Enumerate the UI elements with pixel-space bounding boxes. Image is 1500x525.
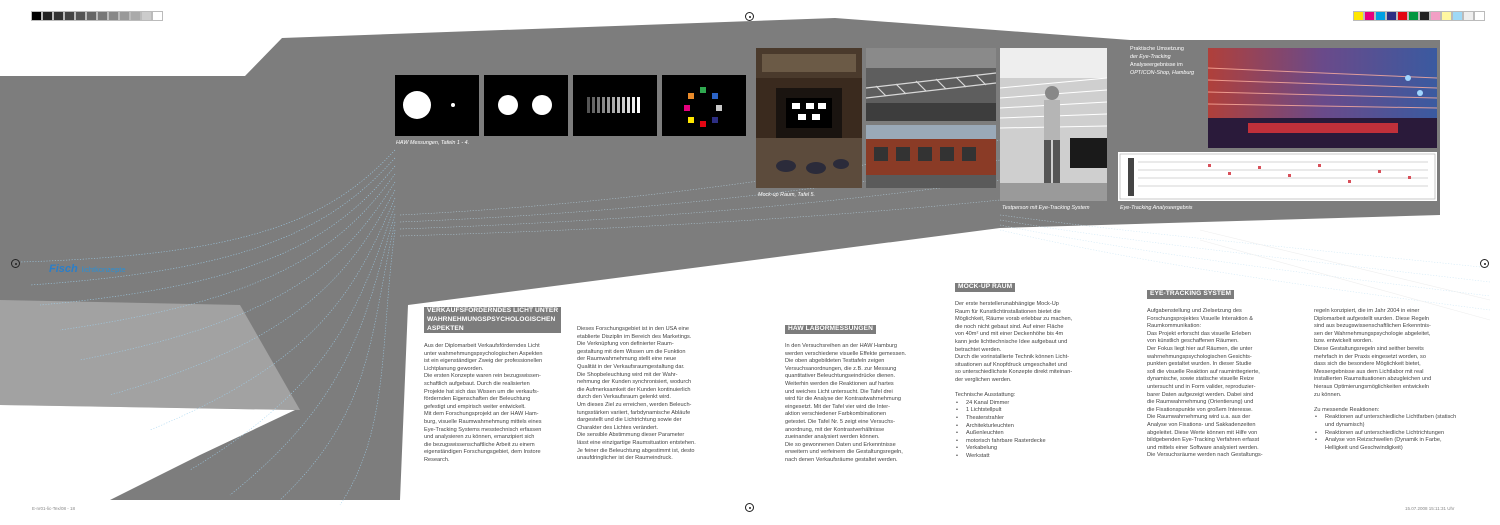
- brick-building-photo: [866, 125, 996, 188]
- text-line: aktion verschiedener Farbkombinationen: [785, 411, 887, 418]
- text-line: Um dieses Ziel zu erreichen, werden Beleuch-: [577, 401, 692, 408]
- text-line: wird für die Analyse der Kontrastwahrnehmung: [785, 396, 901, 403]
- text-line: ist ein eigenständiger Zweig der professionellen: [424, 358, 543, 365]
- text-line: werden verschiedene visuelle Effekte gemessen.: [785, 350, 907, 357]
- text-line: quantitativer Beleuchtungseindrücke dienen.: [785, 373, 896, 380]
- text-line: so unterschiedlichste Konzepte direkt miteinan-: [955, 369, 1073, 376]
- text-line: eigenständigen Forschungsgebiet, dem Instore: [424, 449, 541, 456]
- text-line: von künstlich geschaffenen Räumen.: [1147, 338, 1239, 345]
- text-column-6-body: [1314, 308, 1464, 414]
- test-panel-3: [573, 75, 657, 136]
- color-bar: [1353, 11, 1485, 21]
- text-line: Raumkommunikation:: [1147, 323, 1202, 330]
- text-line: bildgebenden Eye-Tracking Verfahren erfasst: [1147, 437, 1260, 444]
- text-line: situationen auf Knopfdruck umgeschaltet und: [955, 361, 1067, 368]
- text-line: Mit dem Forschungsprojekt an der HAW Ham-: [424, 411, 539, 418]
- text-line: wahrnehmungspsychologischen Gesichts-: [1147, 353, 1252, 360]
- section-title-intro: [424, 307, 561, 333]
- brand-logo-text: Fisch: [49, 263, 78, 275]
- text-line: burg, visuelle Raumwahrnehmung mittels eines: [424, 418, 542, 425]
- registration-mark-left: [11, 259, 20, 268]
- text-line: gestaltung mit dem Wissen um die Funktion: [577, 348, 686, 355]
- test-panel-4: [662, 75, 746, 136]
- section-title-intro-line1: VERKAUFSFÖRDERNDES LICHT UNTER: [427, 307, 559, 314]
- text-line: hieraus Optimierungsmöglichkeiten entwickeln: [1314, 383, 1430, 390]
- caption-opticon-line2: der Eye-Tracking: [1130, 54, 1171, 60]
- text-column-6: [1314, 308, 1464, 452]
- text-line: Forschungsprojektes Visuelle Interaktion &: [1147, 315, 1253, 322]
- text-line: Die Verknüpfung von definierter Raum-: [577, 341, 674, 348]
- section-title-labor: HAW LABORMESSUNGEN: [785, 325, 876, 334]
- caption-analyse: Eye-Tracking Analyseergebnis: [1120, 205, 1193, 211]
- text-line: mehrfach in der Praxis eingesetzt worden, so: [1314, 353, 1426, 360]
- text-line: Lichtplanung geworden.: [424, 365, 484, 372]
- text-line: [955, 385, 1105, 393]
- grayscale-bar: [31, 11, 163, 21]
- text-line: Je feiner die Beleuchtung abgestimmt ist, desto: [577, 447, 695, 454]
- text-line: getestet. Die Tafel Nr. 5 zeigt eine Versuchs-: [785, 418, 895, 425]
- text-line: von 40m² und mit einer Deckenhöhe bis 4m: [955, 331, 1064, 338]
- text-line: eingesetzt. Mit der Tafel vier wird die Inter-: [785, 403, 890, 410]
- text-line: Versuchsanordnungen, die z.B. zur Messung: [785, 365, 897, 372]
- text-line: Qualität in der Verkaufsraumgestaltung dar.: [577, 363, 685, 370]
- text-column-2: [577, 326, 727, 463]
- text-line: dynamische, sowie statische visuelle Reize: [1147, 376, 1254, 383]
- text-line: zu können.: [1314, 391, 1342, 398]
- text-line: Analyse von Fixations- und Sakkadenzeiten: [1147, 421, 1256, 428]
- text-line: unaufdringlicher ist der Raumeindruck.: [577, 455, 673, 462]
- text-line: Möglichkeit, Räume vorab erlebbar zu machen,: [955, 316, 1073, 323]
- text-line: fördernden Eigenschaften der Beleuchtung: [424, 396, 531, 403]
- footer-right: 15.07.2008 15:11:31 Uhr: [1405, 506, 1455, 511]
- text-line: und analysieren zu können, emanzipiert sich: [424, 434, 535, 441]
- text-line: Raum für Kunstlichtinstallationen bietet die: [955, 308, 1061, 315]
- text-line: installierten Raumsituationen abzugleichen und: [1314, 376, 1432, 383]
- brand-tagline: lichtkonzepte: [81, 265, 126, 274]
- text-line: In den Versuchsreihen an der HAW Hamburg: [785, 343, 898, 349]
- text-line: Dieses Forschungsgebiet ist in den USA eine: [577, 326, 689, 332]
- text-line: Diese Gestaltungsregeln sind seither bereits: [1314, 345, 1424, 352]
- text-line: punkten gestaltet wurden. In dieser Studie: [1147, 361, 1252, 368]
- eyetracking-analysis-image: [1118, 152, 1437, 201]
- caption-opticon: [1130, 45, 1194, 77]
- list-item: • Werkstatt: [955, 453, 1105, 461]
- text-line: die bezugswissenschaftliche Arbeit zu einem: [424, 441, 535, 448]
- registration-mark-top: [745, 12, 754, 21]
- registration-mark-bottom: [745, 503, 754, 512]
- text-line: Zu messende Reaktionen:: [1314, 406, 1380, 413]
- text-line: und weiches Licht untersucht. Die Tafel drei: [785, 388, 893, 395]
- text-line: Technische Ausstattung:: [955, 392, 1016, 399]
- footer-left: E-nr01-lic-Tex/08 - 18: [32, 506, 76, 511]
- text-column-1: [424, 343, 574, 465]
- mockup-room-photo: [756, 48, 862, 188]
- caption-opticon-line3: Analyseergebnisse im: [1130, 62, 1183, 68]
- section-title-intro-line2: WAHRNEHMUNGSPSYCHOLOGISCHEN: [427, 315, 556, 323]
- test-panel-1: [395, 75, 479, 136]
- list-item: • Reaktionen auf unterschiedliche Lichtrichtungen: [1314, 430, 1464, 438]
- text-line: Durch die vorinstallierte Technik können Licht-: [955, 354, 1070, 361]
- text-line: Projekte hat sich das Wissen um die verkaufs-: [424, 388, 539, 395]
- text-line: Die sensible Abstimmung dieser Parameter: [577, 432, 685, 439]
- list-item: • Außenleuchten: [955, 430, 1105, 438]
- text-line: barer Daten aufgezeigt werden. Dabei sind: [1147, 391, 1254, 398]
- text-line: Aus der Diplomarbeit Verkaufsförderndes Licht: [424, 343, 540, 349]
- text-line: Der erste herstellerunabhängige Mock-Up: [955, 301, 1059, 307]
- text-line: dass sich die besondere Möglichkeit bietet,: [1314, 361, 1421, 368]
- equipment-list: [955, 400, 1105, 461]
- text-line: Messergebnisse aus dem Lichtlabor mit real: [1314, 368, 1424, 375]
- list-item: • 24 Kanal Dimmer: [955, 400, 1105, 408]
- opticon-shop-photo: [1208, 48, 1437, 148]
- text-line: soll die visuelle Reaktion auf rauminttegrierte,: [1147, 368, 1260, 375]
- text-line: der Raumwahrnehmung stellt eine neue: [577, 356, 677, 363]
- test-panel-2: [484, 75, 568, 136]
- text-line: Eye-Tracking Systems messtechnisch erfassen: [424, 426, 542, 433]
- caption-opticon-line4: OPTICON-Shop, Hamburg: [1130, 70, 1195, 76]
- text-line: die noch nicht gebaut sind. Auf einer Fläche: [955, 323, 1064, 330]
- list-item: • Verkabelung: [955, 445, 1105, 453]
- text-line: Charakter des Lichtes verändert.: [577, 424, 659, 431]
- text-line: und mittels einer Software analysiert werden.: [1147, 444, 1259, 451]
- text-line: Die oben abgebildeten Testtafeln zeigen: [785, 358, 885, 365]
- text-line: bzw. entwickelt worden.: [1314, 338, 1373, 345]
- caption-tafeln: HAW Messungen, Tafeln 1 - 4.: [396, 140, 470, 146]
- text-line: lässt eine einzigartige Raumsituation entstehen.: [577, 439, 696, 446]
- text-column-5: [1147, 308, 1297, 460]
- text-line: die Raumwahrnehmung (Orientierung) und: [1147, 399, 1254, 406]
- list-item: • Architekturleuchten: [955, 423, 1105, 431]
- text-line: dargestellt und die Lichtrichtung sowie der: [577, 417, 682, 424]
- caption-testperson: Testperson mit Eye-Tracking System: [1002, 205, 1090, 211]
- text-line: Weiterhin werden die Reaktionen auf hartes: [785, 380, 894, 387]
- text-line: Die ersten Konzepte waren rein bezugswissen-: [424, 373, 541, 380]
- list-item: • Analyse von Reizschwellen (Dynamik in Farbe, Helligkeit und Geschwindigkeit): [1314, 437, 1464, 452]
- truss-ceiling-photo: [866, 48, 996, 121]
- text-line: anordnung, mit der Kontrastverhältnisse: [785, 426, 885, 433]
- section-title-mockup: MOCK-UP RAUM: [955, 283, 1015, 292]
- reactions-list: [1314, 414, 1464, 452]
- text-line: der verglichen werden.: [955, 376, 1012, 383]
- text-line: Die Raumwahrnehmung wird u.a. aus der: [1147, 414, 1251, 421]
- text-line: nehmung der Kunden synchronisiert, wodurch: [577, 379, 692, 386]
- text-line: Die so gewonnenen Daten und Erkenntnisse: [785, 441, 896, 448]
- text-column-4-body: [955, 301, 1105, 400]
- list-item: • 1 Lichtstellpult: [955, 407, 1105, 415]
- text-line: sen der Wahrnehmungspsychologie abgeleitet,: [1314, 330, 1431, 337]
- text-line: durch den Verkaufsraum gelenkt wird.: [577, 394, 671, 401]
- text-line: nach denen Verkaufsräume gestaltet werden.: [785, 456, 898, 463]
- text-column-3: [785, 343, 935, 465]
- text-line: etablierte Disziplin im Bereich des Marketings.: [577, 333, 692, 340]
- text-line: abgeleitet. Diese Werte können mit Hilfe von: [1147, 429, 1258, 436]
- text-line: schaftlich aufgebaut. Durch die realisierten: [424, 380, 530, 387]
- section-title-eyetracking: EYE-TRACKING SYSTEM: [1147, 290, 1234, 299]
- list-item: • Theaterstrahler: [955, 415, 1105, 423]
- brand-logo: [49, 263, 126, 275]
- text-line: kann jede lichttechnische Idee aufgebaut und: [955, 338, 1068, 345]
- text-line: unter wahrnehmungspsychologischen Aspekten: [424, 350, 543, 357]
- text-line: gefestigt und empirisch weiter entwickelt.: [424, 403, 526, 410]
- text-line: Die Shopbeleuchtung wird mit der Wahr-: [577, 371, 678, 378]
- text-line: untersucht und in Form valider, reproduzier-: [1147, 383, 1256, 390]
- text-line: Der Fokus liegt hier auf Räumen, die unter: [1147, 345, 1253, 352]
- text-line: die Fixationspunkte von großem Interesse.: [1147, 406, 1253, 413]
- text-line: tungsstärken variiert, farbdynamische Abläufe: [577, 409, 691, 416]
- caption-opticon-line1: Praktische Umsetzung: [1130, 46, 1184, 52]
- text-line: Research.: [424, 456, 450, 463]
- text-line: Diplomarbeit aufgestellt wurden. Diese Regeln: [1314, 315, 1430, 322]
- text-line: die Aufmerksamkeit der Kunden kontinuierlich: [577, 386, 691, 393]
- text-line: erweitern und verfeinern die Gestaltungsregeln,: [785, 449, 903, 456]
- list-item: • Reaktionen auf unterschiedliche Lichtfarben (statisch und dynamisch): [1314, 414, 1464, 429]
- text-line: betrachtet werden.: [955, 346, 1002, 353]
- text-line: zueinander analysiert werden können.: [785, 434, 880, 441]
- text-line: Die Versuchsräume werden nach Gestaltungs-: [1147, 452, 1263, 459]
- text-line: regeln konzipiert, die im Jahr 2004 in einer: [1314, 308, 1420, 314]
- caption-mockup: Mock-up Raum, Tafel 5.: [758, 192, 816, 198]
- text-line: Aufgabenstellung und Zielsetzung des: [1147, 308, 1242, 314]
- text-column-4: [955, 301, 1105, 460]
- testperson-photo: [1000, 48, 1107, 201]
- text-line: sind aus bezugswissenschaftlichen Erkenntnis-: [1314, 323, 1431, 330]
- list-item: • motorisch fahrbare Rasterdecke: [955, 438, 1105, 446]
- section-title-intro-line3: ASPEKTEN: [427, 324, 464, 332]
- text-line: Das Projekt erforscht das visuelle Erleben: [1147, 330, 1251, 337]
- text-line: [1314, 399, 1464, 407]
- registration-mark-right: [1480, 259, 1489, 268]
